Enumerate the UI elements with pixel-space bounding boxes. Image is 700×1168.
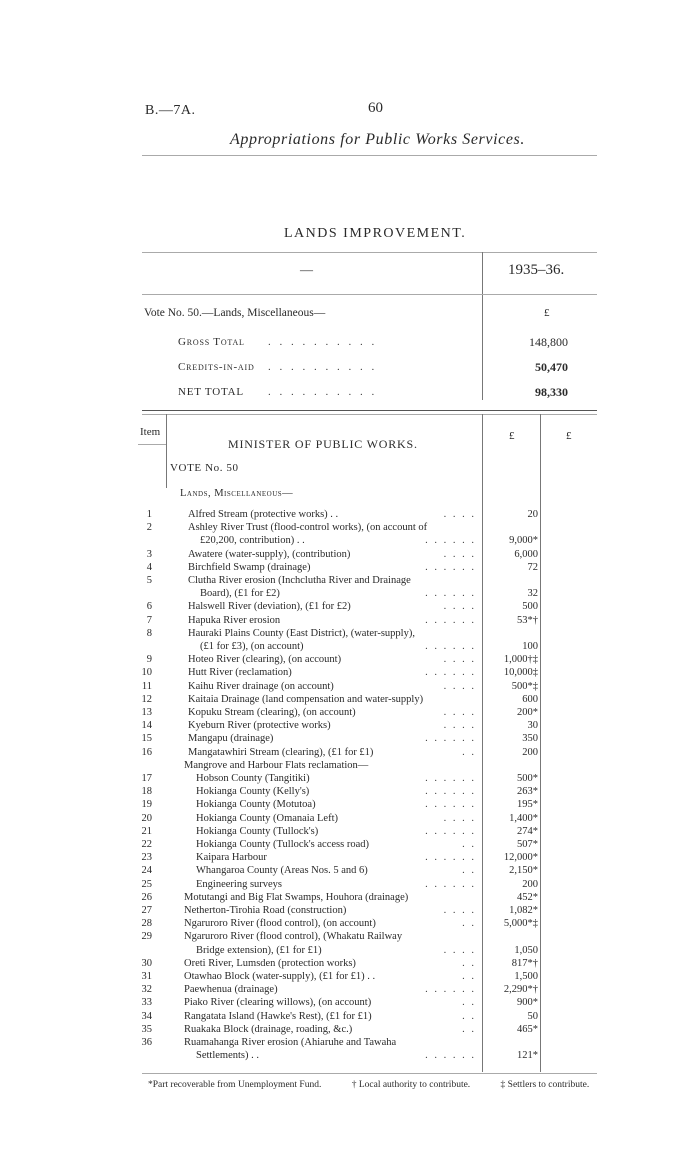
table-row — [0, 904, 700, 917]
item-description: Netherton-Tirohia Road (construction) — [184, 905, 347, 916]
pound-column-header-1: £ — [509, 430, 515, 442]
item-number: 12 — [141, 693, 152, 705]
item-number: 36 — [141, 1037, 152, 1048]
item-amount: 500 — [522, 601, 538, 613]
table-row — [0, 864, 700, 877]
item-amount: 600 — [522, 693, 538, 705]
table-row — [0, 680, 700, 693]
item-description: Ngaruroro River (flood control), (on account) — [184, 918, 376, 930]
item-description: Mangrove and Harbour Flats reclamation— — [184, 759, 369, 771]
footnotes — [130, 1079, 600, 1092]
summary-dash: — — [300, 262, 313, 277]
table-row — [0, 930, 700, 943]
table-row — [0, 746, 700, 759]
item-number: 20 — [141, 812, 152, 824]
item-number: 19 — [141, 799, 152, 811]
item-number: 30 — [141, 957, 152, 969]
item-number: 22 — [141, 839, 152, 850]
leader-dots: . . — [462, 839, 476, 850]
leader-dots: . . . . . . — [425, 561, 476, 573]
table-top-rule-2 — [142, 414, 597, 415]
item-amount: 53*† — [517, 614, 538, 626]
item-description: Kopuku Stream (clearing), (on account) — [188, 707, 356, 718]
item-amount: 32 — [527, 588, 538, 600]
item-number: 2 — [146, 522, 152, 534]
summary-column-divider — [482, 252, 483, 400]
item-number: 11 — [141, 680, 152, 692]
item-description: Ngaruroro River (flood control), (Whakatu Railway — [184, 931, 403, 943]
item-description: Motutangi and Big Flat Swamps, Houhora (drainage) — [184, 891, 409, 903]
table-row — [0, 996, 700, 1009]
table-row — [0, 917, 700, 930]
table-row — [0, 772, 700, 785]
leader-dots: . . . . . . — [425, 799, 476, 811]
item-number: 26 — [141, 891, 152, 903]
table-row — [0, 944, 700, 957]
table-row — [0, 508, 700, 521]
leader-dots: . . . . — [443, 944, 476, 956]
table-row — [0, 627, 700, 640]
table-row — [0, 759, 700, 772]
net-total-label: NET TOTAL — [178, 386, 244, 398]
summary-currency: £ — [544, 307, 550, 319]
item-description: Hutt River (reclamation) — [188, 667, 292, 679]
table-row — [0, 732, 700, 745]
table-row — [0, 878, 700, 891]
leader-dots: . . . . . . — [425, 667, 476, 679]
item-description: Hokianga County (Kelly's) — [196, 786, 310, 798]
table-row — [0, 1036, 700, 1049]
item-amount: 263* — [517, 786, 538, 798]
table-row — [0, 653, 700, 666]
item-column-divider — [166, 414, 167, 488]
table-top-rule — [142, 410, 597, 411]
leader-dots: . . . . . . — [425, 825, 476, 837]
leader-dots: . . . . . . — [425, 614, 476, 626]
leader-dots: . . . . . . — [425, 878, 476, 890]
item-description: Mangapu (drainage) — [188, 733, 274, 745]
table-row — [0, 838, 700, 851]
item-amount: 1,050 — [514, 944, 538, 956]
item-number: 27 — [141, 905, 152, 916]
item-number: 24 — [141, 865, 152, 877]
item-description: Hobson County (Tangitiki) — [196, 773, 310, 784]
summary-year: 1935–36. — [508, 262, 565, 278]
item-amount: 1,000†‡ — [503, 654, 538, 666]
table-row — [0, 706, 700, 719]
item-number: 5 — [146, 575, 152, 586]
item-description: £20,200, contribution) . . — [200, 535, 305, 547]
table-row — [0, 561, 700, 574]
leader-dots: . . . . . . — [425, 852, 476, 864]
section-title: LANDS IMPROVEMENT. — [284, 226, 467, 241]
document-reference: B.—7A. — [145, 103, 196, 118]
item-description: Clutha River erosion (Inchclutha River and Drainage — [188, 575, 411, 586]
leader-dots: . . . . — [443, 509, 476, 520]
item-description: Birchfield Swamp (drainage) — [188, 561, 311, 573]
leader-dots: . . . . — [443, 707, 476, 718]
table-row — [0, 957, 700, 970]
table-row — [0, 574, 700, 587]
item-description: Rangatata Island (Hawke's Rest), (£1 for £1) — [184, 1010, 372, 1022]
table-row — [0, 825, 700, 838]
page-title: Appropriations for Public Works Services. — [230, 131, 525, 148]
item-description: Hauraki Plains County (East District), (water-supply), — [188, 627, 415, 639]
item-amount: 200 — [522, 878, 538, 890]
leader-dots: . . . . . . — [425, 1050, 476, 1062]
item-description: Settlements) . . — [196, 1050, 259, 1062]
item-description: Hokianga County (Motutoa) — [196, 799, 316, 811]
leader-dots: . . . . — [443, 720, 476, 732]
item-number: 23 — [141, 852, 152, 864]
leader-dots: . . — [462, 1023, 476, 1035]
item-amount: 72 — [527, 561, 538, 573]
table-row — [0, 1049, 700, 1062]
page-number: 60 — [368, 100, 383, 116]
leader-dots: . . . . — [443, 548, 476, 560]
item-amount: 2,150* — [509, 865, 538, 877]
item-description: Halswell River (deviation), (£1 for £2) — [188, 601, 351, 613]
table-row — [0, 548, 700, 561]
item-number: 28 — [141, 918, 152, 930]
gross-total-value: 148,800 — [529, 335, 568, 349]
leader-dots: . . . . — [443, 680, 476, 692]
leader-dots: . . . . — [443, 905, 476, 916]
item-description: Kyeburn River (protective works) — [188, 720, 331, 732]
item-number: 13 — [141, 707, 152, 718]
footnote-settlers: ‡ Settlers to contribute. — [500, 1080, 590, 1090]
pound-column-header-2: £ — [566, 430, 572, 442]
summary-top-rule — [142, 252, 597, 253]
table-row — [0, 1010, 700, 1023]
leader-dots: . . — [462, 971, 476, 982]
item-description: Otawhao Block (water-supply), (£1 for £1) . . — [184, 971, 376, 982]
table-row — [0, 812, 700, 825]
item-number: 1 — [146, 509, 152, 520]
item-description: Engineering surveys — [196, 878, 283, 890]
item-description: Paewhenua (drainage) — [184, 984, 278, 996]
table-row — [0, 1023, 700, 1036]
item-number: 33 — [141, 997, 152, 1009]
net-total-dots: . . . . . . . . . . — [268, 386, 378, 398]
footnote-unemployment: *Part recoverable from Unemployment Fund. — [148, 1080, 322, 1090]
item-amount: 12,000* — [503, 852, 538, 864]
item-amount: 452* — [517, 891, 538, 903]
table-row — [0, 587, 700, 600]
leader-dots: . . — [462, 997, 476, 1009]
credits-in-aid-value: 50,470 — [535, 360, 568, 374]
item-amount: 9,000* — [509, 535, 538, 547]
item-amount: 1,082* — [509, 905, 538, 916]
item-description: Hoteo River (clearing), (on account) — [188, 654, 342, 666]
item-number: 34 — [141, 1010, 152, 1022]
item-description: Oreti River, Lumsden (protection works) — [184, 957, 356, 969]
table-row — [0, 798, 700, 811]
item-description: Hokianga County (Tullock's access road) — [196, 839, 369, 850]
item-amount: 274* — [517, 825, 538, 837]
vote-line: Vote No. 50.—Lands, Miscellaneous— — [144, 307, 326, 319]
leader-dots: . . . . . . — [425, 984, 476, 996]
item-amount: 350 — [522, 733, 538, 745]
minister-heading: MINISTER OF PUBLIC WORKS. — [228, 437, 418, 451]
item-description: (£1 for £3), (on account) — [200, 641, 304, 652]
credits-in-aid-label: Credits-in-aid — [178, 361, 255, 373]
table-row — [0, 851, 700, 864]
gross-total-dots: . . . . . . . . . . — [268, 336, 378, 348]
net-total-value: 98,330 — [535, 385, 568, 399]
item-description: Hokianga County (Omanaia Left) — [196, 812, 338, 824]
item-number: 25 — [141, 878, 152, 890]
item-number: 8 — [146, 627, 152, 639]
table-row — [0, 891, 700, 904]
item-description: Hokianga County (Tullock's) — [196, 825, 319, 837]
item-description: Ruamahanga River erosion (Ahiaruhe and Tawaha — [184, 1037, 397, 1048]
item-amount: 465* — [517, 1023, 538, 1035]
table-row — [0, 614, 700, 627]
item-number: 29 — [141, 931, 152, 943]
item-description: Hapuka River erosion — [188, 614, 281, 626]
leader-dots: . . . . — [443, 601, 476, 613]
item-amount: 817*† — [511, 957, 538, 969]
item-number: 18 — [141, 786, 152, 798]
item-amount: 1,500 — [514, 971, 538, 982]
item-number: 32 — [141, 984, 152, 996]
item-amount: 50 — [527, 1010, 538, 1022]
item-number: 14 — [141, 720, 152, 732]
item-description: Awatere (water-supply), (contribution) — [188, 548, 351, 560]
item-amount: 200* — [517, 707, 538, 718]
item-description: Bridge extension), (£1 for £1) — [196, 944, 322, 956]
item-number: 9 — [146, 654, 152, 666]
item-amount: 500* — [517, 773, 538, 784]
table-row — [0, 719, 700, 732]
item-amount: 507* — [517, 839, 538, 850]
item-amount: 200 — [522, 746, 538, 758]
leader-dots: . . — [462, 746, 476, 758]
item-header-underline — [138, 444, 166, 445]
item-amount: 10,000‡ — [503, 667, 538, 679]
leader-dots: . . — [462, 1010, 476, 1022]
item-amount: 500*‡ — [511, 680, 538, 692]
item-number: 7 — [146, 614, 152, 626]
leader-dots: . . . . — [443, 654, 476, 666]
vote-heading: VOTE No. 50 — [170, 462, 239, 474]
item-number: 17 — [141, 773, 152, 784]
item-column-header: Item — [140, 426, 161, 438]
item-amount: 20 — [527, 509, 538, 520]
item-amount: 2,290*† — [503, 984, 538, 996]
item-description: Piako River (clearing willows), (on account) — [184, 997, 372, 1009]
item-number: 3 — [146, 548, 152, 560]
item-description: Kaihu River drainage (on account) — [188, 680, 334, 692]
item-number: 16 — [141, 746, 152, 758]
item-amount: 195* — [517, 799, 538, 811]
item-description: Kaipara Harbour — [196, 852, 267, 864]
subhead-lands-miscellaneous: Lands, Miscellaneous— — [180, 488, 294, 499]
leader-dots: . . . . — [443, 812, 476, 824]
table-row — [0, 970, 700, 983]
leader-dots: . . . . . . — [425, 733, 476, 745]
item-number: 21 — [141, 825, 152, 837]
table-row — [0, 521, 700, 534]
leader-dots: . . . . . . — [425, 641, 476, 652]
item-amount: 121* — [517, 1050, 538, 1062]
table-row — [0, 983, 700, 996]
table-row — [0, 693, 700, 706]
item-description: Ruakaka Block (drainage, roading, &c.) — [184, 1023, 353, 1035]
item-description: Whangaroa County (Areas Nos. 5 and 6) — [196, 865, 368, 877]
item-number: 35 — [141, 1023, 152, 1035]
item-description: Ashley River Trust (flood-control works), (on account of — [188, 522, 428, 534]
item-description: Mangatawhiri Stream (clearing), (£1 for £1) — [188, 746, 374, 758]
header-rule — [142, 155, 597, 156]
table-row — [0, 666, 700, 679]
item-amount: 1,400* — [509, 812, 538, 824]
table-bottom-rule — [142, 1073, 597, 1074]
leader-dots: . . . . . . — [425, 786, 476, 798]
item-amount: 6,000 — [514, 548, 538, 560]
leader-dots: . . . . . . — [425, 588, 476, 600]
item-amount: 100 — [522, 641, 538, 652]
leader-dots: . . . . . . — [425, 773, 476, 784]
item-description: Alfred Stream (protective works) . . — [188, 509, 339, 520]
item-number: 10 — [141, 667, 152, 679]
summary-header-rule — [142, 294, 597, 295]
item-amount: 30 — [527, 720, 538, 732]
table-row — [0, 785, 700, 798]
table-row — [0, 640, 700, 653]
leader-dots: . . — [462, 918, 476, 930]
item-number: 6 — [146, 601, 152, 613]
table-row — [0, 534, 700, 547]
footnote-local-authority: † Local authority to contribute. — [351, 1080, 471, 1090]
gross-total-label: Gross Total — [178, 336, 245, 348]
table-row — [0, 600, 700, 613]
item-description: Board), (£1 for £2) — [200, 588, 280, 600]
leader-dots: . . — [462, 865, 476, 877]
item-amount: 5,000*‡ — [503, 918, 538, 930]
leader-dots: . . . . . . — [425, 535, 476, 547]
item-number: 4 — [146, 561, 152, 573]
item-description: Kaitaia Drainage (land compensation and water-supply) — [188, 693, 424, 705]
item-amount: 900* — [517, 997, 538, 1009]
item-number: 31 — [141, 971, 152, 982]
credits-in-aid-dots: . . . . . . . . . . — [268, 361, 378, 373]
leader-dots: . . — [462, 957, 476, 969]
item-number: 15 — [141, 733, 152, 745]
